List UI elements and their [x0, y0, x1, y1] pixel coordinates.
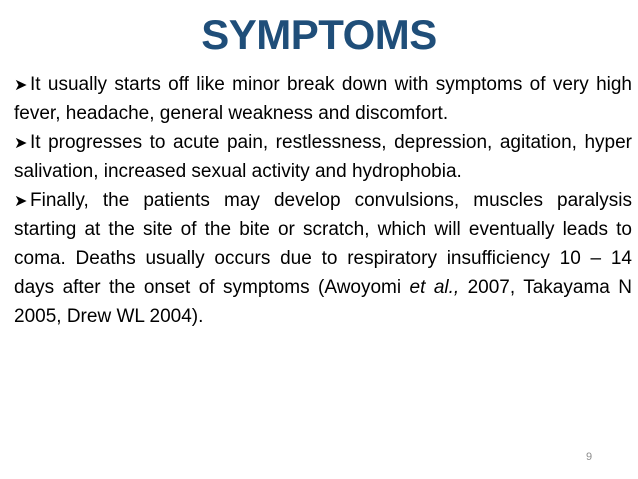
bullet-text-2: It progresses to acute pain, restlessness, depression, agitation, hyper salivation, increased sexual activity and hydrophobia. — [14, 132, 632, 182]
bullet-item-3 — [14, 186, 632, 331]
bullet-text-1: It usually starts off like minor break down with symptoms of very high fever, headache, general weakness and discomfort. — [14, 74, 632, 124]
bullet-item-1 — [14, 70, 632, 128]
bullet-item-2 — [14, 128, 632, 186]
bullet-text-3-italic-citation: et al., — [409, 277, 460, 298]
slide-title: SYMPTOMS — [201, 11, 437, 58]
arrowhead-bullet-icon: ➤ — [14, 75, 28, 94]
bullet-list — [14, 70, 632, 331]
page-number: 9 — [586, 451, 593, 463]
bullet-text-3-part-1: Finally, the patients may develop convulsions, muscles paralysis starting at the site of the bite or scratch, which will eventually leads to coma. Deaths usually occurs due to respiratory insufficiency 10 – 14 days after the onset of symptoms (Awoyomi — [14, 190, 632, 298]
arrowhead-bullet-icon: ➤ — [14, 191, 28, 210]
arrowhead-bullet-icon: ➤ — [14, 133, 28, 152]
bullet-text-3-part-2: 2007, Takayama N 2005, Drew WL 2004). — [14, 277, 632, 327]
